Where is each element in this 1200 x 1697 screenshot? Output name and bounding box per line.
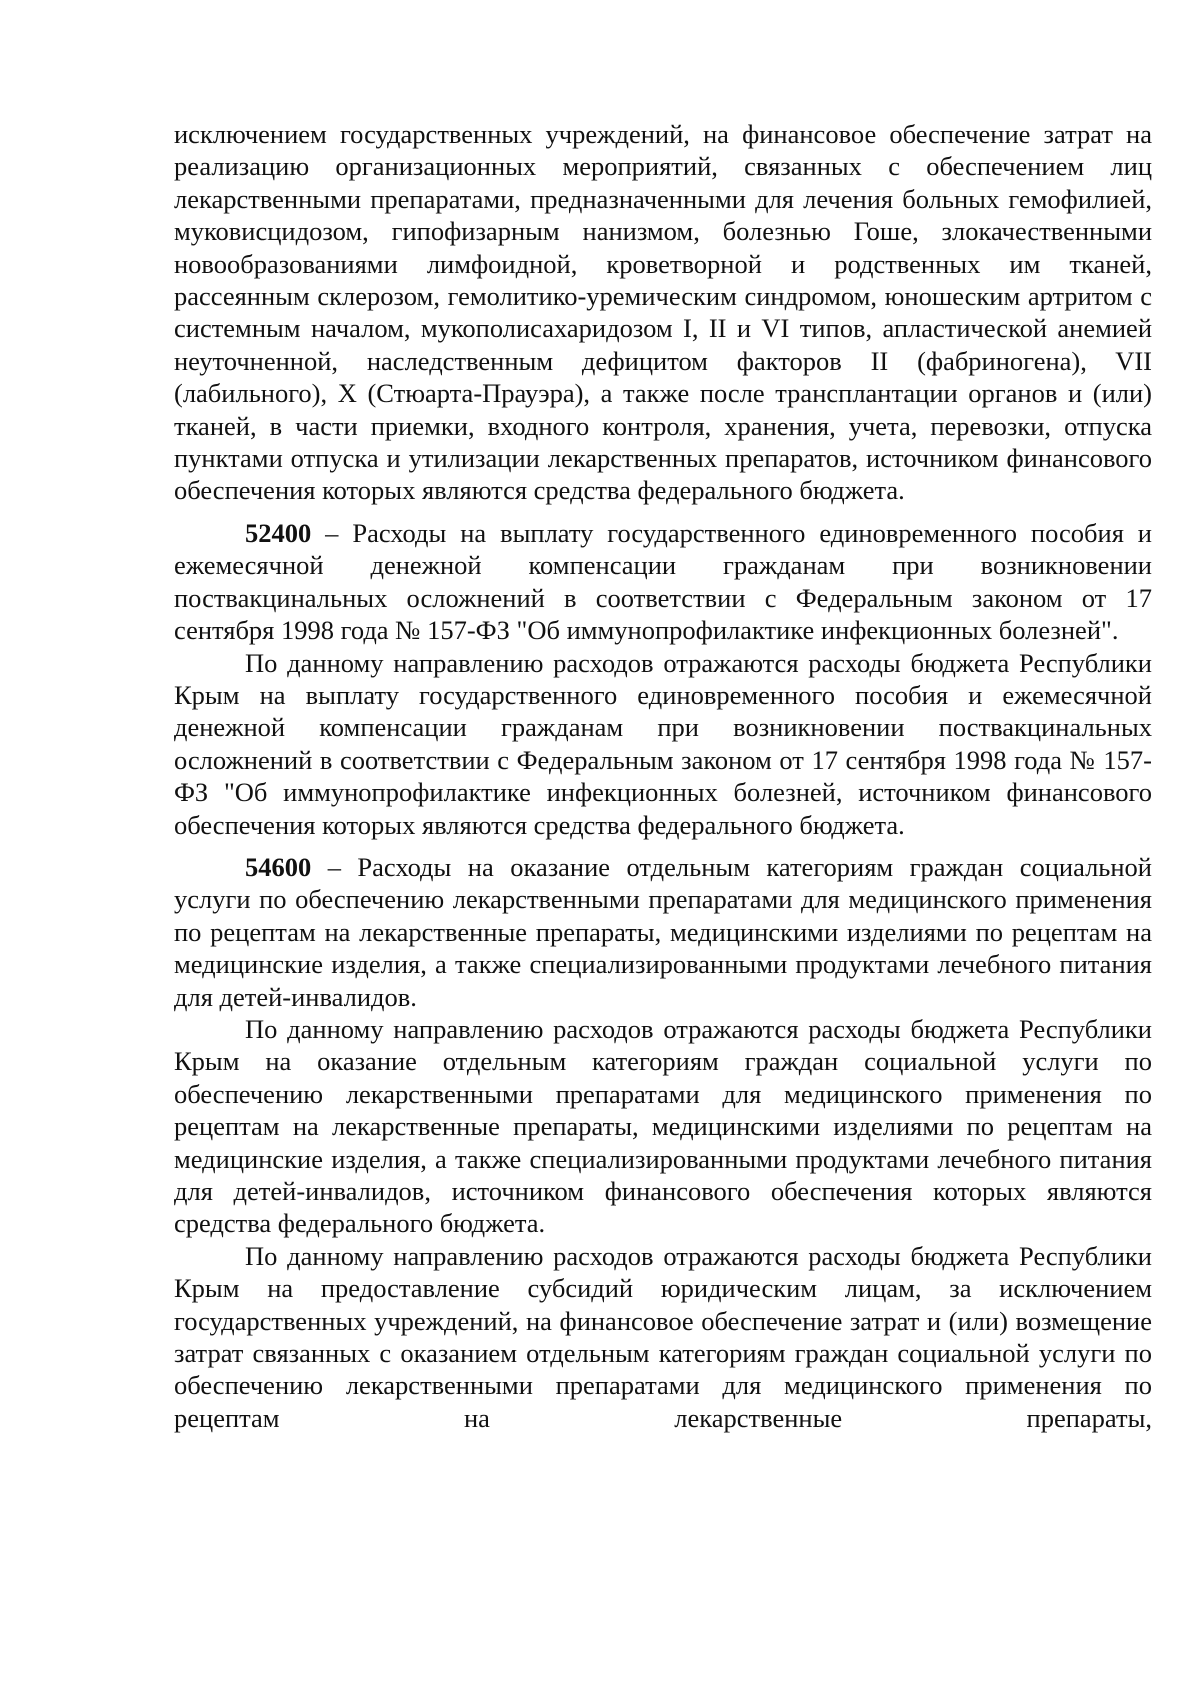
paragraph-text: По данному направлению расходов отражаются расходы бюджета Республики Крым на оказание отдельным категориям граждан социальной услуги по обеспечению лекарственными препаратами для медицинского применения по рецептам на лекарственные препараты, медицинскими изделиями по рецептам на медицинские изделия, а также специализированными продуктами лечебного питания для детей-инвалидов, источником финансового обеспечения которых являются средства федерального бюджета. [174, 1013, 1152, 1239]
expense-code: 54600 [245, 851, 312, 882]
paragraph-code-52400 [174, 517, 1152, 647]
document-page [174, 118, 1152, 1434]
paragraph-52400-description [174, 647, 1152, 841]
paragraph-text: По данному направлению расходов отражаются расходы бюджета Республики Крым на выплату государственного единовременного пособия и ежемесячной денежной компенсации гражданам при возникновении поствакцинальных осложнений в соответствии с Федеральным законом от 17 сентября 1998 года № 157-ФЗ "Об иммунопрофилактике инфекционных болезней, источником финансового обеспечения которых являются средства федерального бюджета. [174, 647, 1152, 840]
paragraph-text: – Расходы на оказание отдельным категориям граждан социальной услуги по обеспечению лекарственными препаратами для медицинского применения по рецептам на лекарственные препараты, медицинскими изделиями по рецептам на медицинские изделия, а также специализированными продуктами лечебного питания для детей-инвалидов. [174, 851, 1152, 1012]
paragraph-continuation [174, 118, 1152, 507]
paragraph-code-54600 [174, 851, 1152, 1013]
expense-code: 52400 [245, 517, 312, 548]
paragraph-54600-description [174, 1013, 1152, 1240]
paragraph-text: исключением государственных учреждений, на финансовое обеспечение затрат на реализацию организационных мероприятий, связанных с обеспечением лиц лекарственными препаратами, предназначенными для лечения больных гемофилией, муковисцидозом, гипофизарным нанизмом, болезнью Гоше, злокачественными новообразованиями лимфоидной, кроветворной и родственных им тканей, рассеянным склерозом, гемолитико-уремическим синдромом, юношеским артритом с системным началом, мукополисахаридозом I, II и VI типов, апластической анемией неуточненной, наследственным дефицитом факторов II (фабриногена), VII (лабильного), X (Стюарта-Прауэра), а также после трансплантации органов и (или) тканей, в части приемки, входного контроля, хранения, учета, перевозки, отпуска пунктами отпуска и утилизации лекарственных препаратов, источником финансового обеспечения которых являются средства федерального бюджета. [174, 119, 1152, 506]
paragraph-text: По данному направлению расходов отражаются расходы бюджета Республики Крым на предоставление субсидий юридическим лицам, за исключением государственных учреждений, на финансовое обеспечение затрат и (или) возмещение затрат связанных с оказанием отдельным категориям граждан социальной услуги по обеспечению лекарственными препаратами для медицинского применения по рецептам на лекарственные препараты, [174, 1240, 1152, 1433]
paragraph-54600-subsidies [174, 1240, 1152, 1434]
paragraph-text: – Расходы на выплату государственного единовременного пособия и ежемесячной денежной компенсации гражданам при возникновении поствакцинальных осложнений в соответствии с Федеральным законом от 17 сентября 1998 года № 157-ФЗ "Об иммунопрофилактике инфекционных болезней". [174, 517, 1152, 646]
